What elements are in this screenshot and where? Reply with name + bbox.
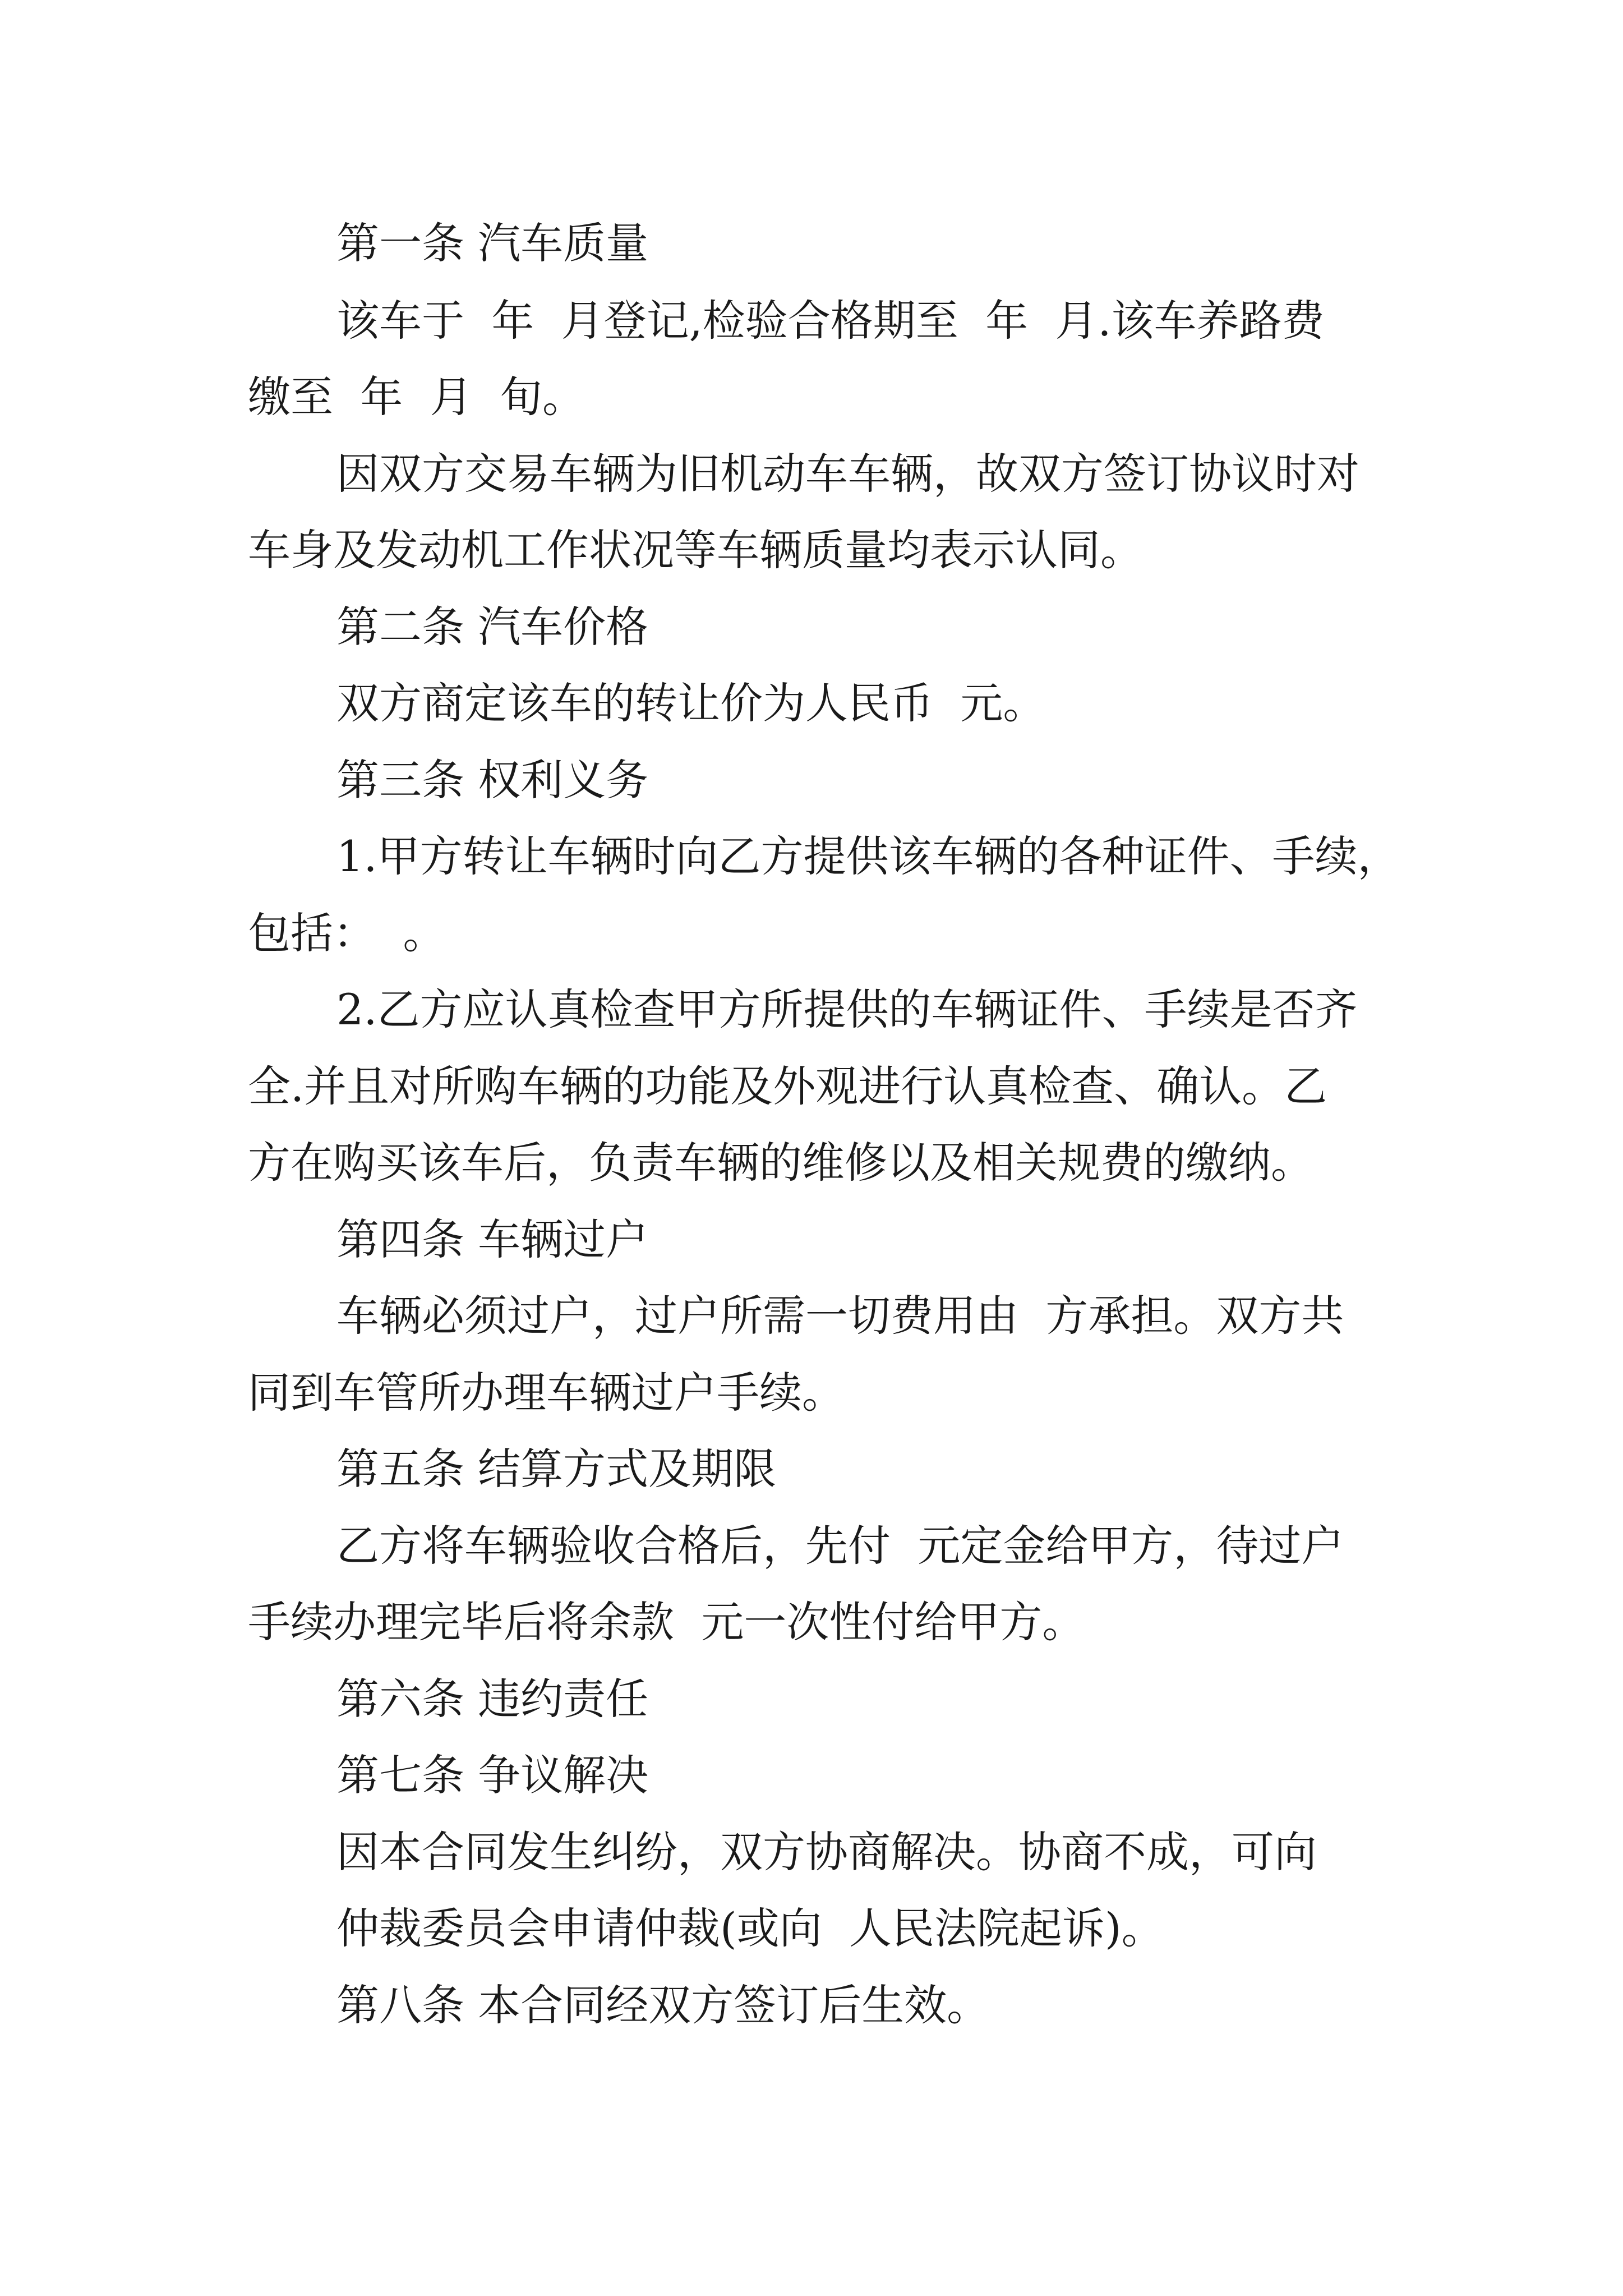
paragraph-line: 仲裁委员会申请仲裁(或向 人民法院起诉)。: [336, 1903, 1164, 1953]
paragraph-line: 车辆必须过户，过户所需一切费用由 方承担。双方共: [336, 1291, 1344, 1341]
paragraph-line: 手续办理完毕后将余款 元一次性付给甲方。: [248, 1597, 1085, 1647]
article-4-heading: 第四条 车辆过户: [336, 1214, 649, 1264]
article-5-heading: 第五条 结算方式及期限: [336, 1444, 777, 1494]
paragraph-line: 包括： 。: [248, 908, 446, 958]
paragraph-line: 该车于 年 月登记,检验合格期至 年 月.该车养路费: [336, 296, 1325, 346]
paragraph-line: 全.并且对所购车辆的功能及外观进行认真检查、确认。乙: [248, 1061, 1327, 1111]
paragraph-line: 双方商定该车的转让价为人民币 元。: [336, 678, 1046, 728]
paragraph-line: 1.甲方转让车辆时向乙方提供该车辆的各种证件、手续，: [336, 831, 1400, 881]
paragraph-line: 因双方交易车辆为旧机动车车辆，故双方签订协议时对: [336, 449, 1359, 499]
article-8-heading: 第八条 本合同经双方签订后生效。: [336, 1980, 990, 2030]
paragraph-line: 因本合同发生纠纷，双方协商解决。协商不成，可向: [336, 1827, 1317, 1877]
paragraph-line: 2.乙方应认真检查甲方所提供的车辆证件、手续是否齐: [336, 984, 1358, 1034]
article-1-heading: 第一条 汽车质量: [336, 218, 649, 268]
paragraph-line: 方在购买该车后，负责车辆的维修以及相关规费的缴纳。: [248, 1138, 1313, 1188]
paragraph-line: 缴至 年 月 旬。: [248, 372, 585, 422]
article-6-heading: 第六条 违约责任: [336, 1674, 649, 1724]
paragraph-line: 同到车管所办理车辆过户手续。: [248, 1368, 845, 1418]
paragraph-line: 乙方将车辆验收合格后，先付 元定金给甲方，待过户: [336, 1521, 1344, 1571]
article-7-heading: 第七条 争议解决: [336, 1750, 649, 1800]
paragraph-line: 车身及发动机工作状况等车辆质量均表示认同。: [248, 525, 1143, 575]
article-3-heading: 第三条 权利义务: [336, 755, 649, 805]
article-2-heading: 第二条 汽车价格: [336, 602, 649, 652]
